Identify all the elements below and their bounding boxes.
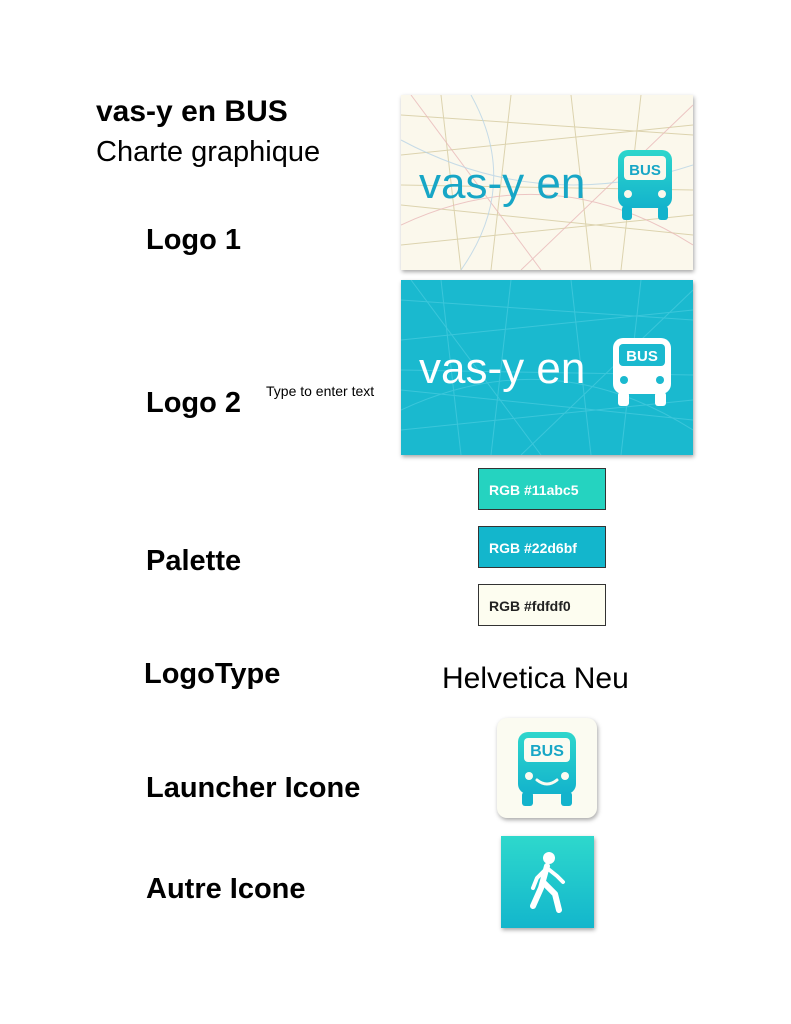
document-title: vas-y en BUS — [96, 95, 288, 128]
palette-swatch-2: RGB #22d6bf — [478, 526, 606, 568]
bus-sign: BUS — [629, 162, 661, 179]
logo-2-text: vas-y en — [419, 344, 586, 393]
section-label-logo2: Logo 2 — [146, 387, 242, 419]
logotype-font-name: Helvetica Neu — [442, 662, 629, 695]
logo-1-image — [401, 95, 693, 270]
logo-1-text: vas-y en — [419, 159, 586, 208]
document-subtitle: Charte graphique — [96, 136, 321, 168]
section-label-launcher: Launcher Icone — [146, 772, 361, 804]
logo-2-image — [401, 280, 693, 455]
palette-swatch-1: RGB #11abc5 — [478, 468, 606, 510]
section-label-logo1: Logo 1 — [146, 224, 242, 256]
bus-icon — [497, 718, 597, 818]
section-label-palette: Palette — [146, 545, 242, 577]
section-label-logotype: LogoType — [144, 658, 281, 690]
bus-sign: BUS — [626, 348, 658, 365]
bus-icon — [611, 338, 673, 408]
pedestrian-icon — [501, 836, 594, 928]
section-label-other: Autre Icone — [146, 873, 306, 905]
launcher-icon — [497, 718, 597, 818]
palette-swatch-3: RGB #fdfdf0 — [478, 584, 606, 626]
bus-icon — [616, 150, 674, 222]
pedestrian-icon-tile — [501, 836, 594, 928]
bus-sign: BUS — [530, 743, 564, 760]
placeholder-text[interactable]: Type to enter text — [266, 383, 375, 399]
